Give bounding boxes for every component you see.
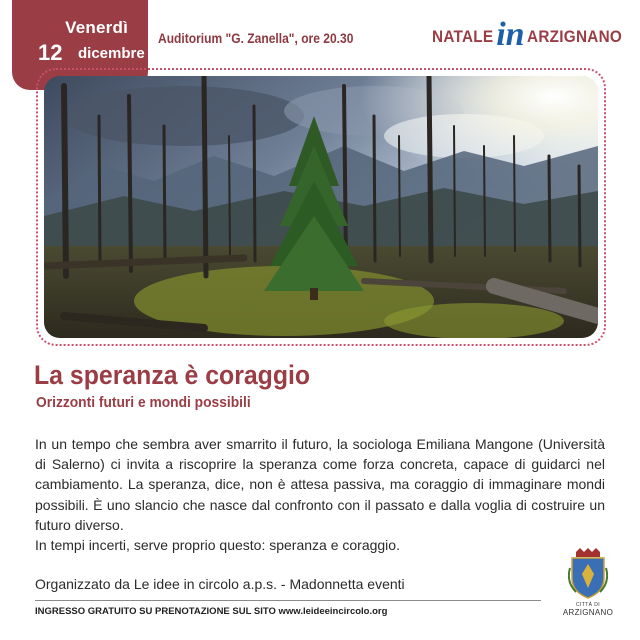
event-subtitle: Orizzonti futuri e mondi possibili	[36, 394, 251, 411]
organizer-line: Organizzato da Le idee in circolo a.p.s. - Madonnetta eventi	[35, 576, 405, 592]
event-month: dicembre	[78, 45, 145, 62]
event-description	[35, 434, 605, 555]
description-paragraph: In tempi incerti, serve proprio questo: speranza e coraggio.	[35, 537, 400, 554]
event-weekday: Venerdì	[65, 18, 128, 37]
brand-logo	[432, 16, 632, 53]
forest-illustration	[44, 76, 598, 338]
venue-time: Auditorium "G. Zanella", ore 20.30	[158, 30, 354, 46]
registration-note: INGRESSO GRATUITO SU PRENOTAZIONE SUL SITO www.leideeincircolo.org	[35, 606, 388, 617]
footer-divider	[35, 600, 541, 601]
brand-word-arzignano: ARZIGNANO	[526, 27, 622, 46]
forest-photo	[44, 76, 598, 338]
description-paragraph: In un tempo che sembra aver smarrito il futuro, la sociologa Emiliana Mangone (Università di Salerno) ci invita a riscoprire la speranza come forza concreta, capace di guidarci nel cambiamento. La speranza, dice, non è attesa passiva, ma coraggio di immaginare mondi possibili. È uno slancio che nasce dal confronto con il passato e dalla voglia di costruire un futuro diverso.	[35, 436, 605, 533]
crest-caption-small: CITTÀ DI	[575, 602, 601, 608]
event-title: La speranza è coraggio	[34, 360, 311, 390]
event-day-number: 12	[38, 40, 63, 65]
brand-word-natale: NATALE	[432, 27, 494, 46]
city-crest-icon	[568, 548, 608, 600]
brand-word-in: in	[496, 16, 525, 53]
crest-caption: ARZIGNANO	[562, 608, 614, 617]
